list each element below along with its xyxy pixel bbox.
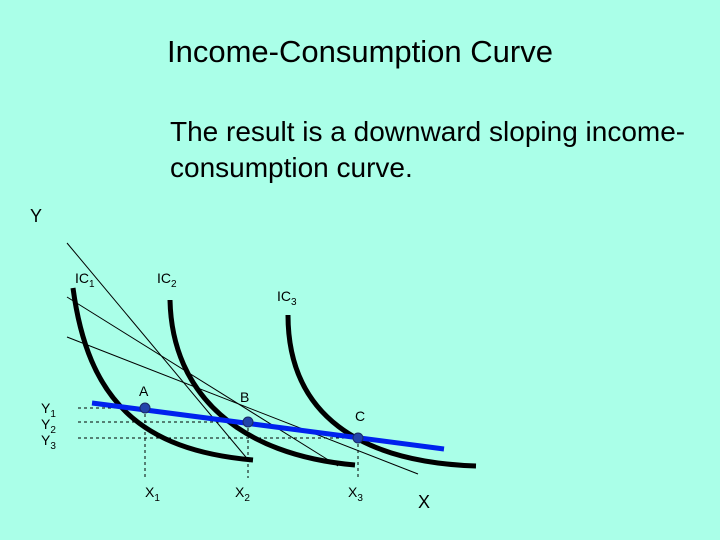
x3-label: $X_3$ xyxy=(348,484,363,504)
ic2-label: $IC_2$ xyxy=(157,270,177,290)
x-axis-label: X xyxy=(418,492,431,512)
y2-label: $Y_2$ xyxy=(41,416,56,436)
x1-label: $X_1$ xyxy=(145,484,160,504)
point-c-marker xyxy=(353,433,363,443)
bullet-text: The result is a downward sloping income-consumption curve. xyxy=(170,116,686,183)
point-a-label: A xyxy=(139,383,149,399)
point-c-label: C xyxy=(355,408,366,424)
y-axis-label: Y xyxy=(30,206,43,226)
budget-line-2 xyxy=(67,297,338,466)
y3-label: $Y_3$ xyxy=(41,432,56,452)
indifference-curve-2 xyxy=(170,300,355,465)
y1-label: $Y_1$ xyxy=(41,400,56,420)
ic3-label: $IC_3$ xyxy=(277,288,297,308)
slide-title: Income-Consumption Curve xyxy=(167,34,553,69)
point-b-marker xyxy=(243,417,253,427)
point-a-marker xyxy=(140,403,150,413)
point-b-label: B xyxy=(240,389,250,405)
ic1-label: $IC_1$ xyxy=(75,270,95,290)
x2-label: $X_2$ xyxy=(235,484,250,504)
